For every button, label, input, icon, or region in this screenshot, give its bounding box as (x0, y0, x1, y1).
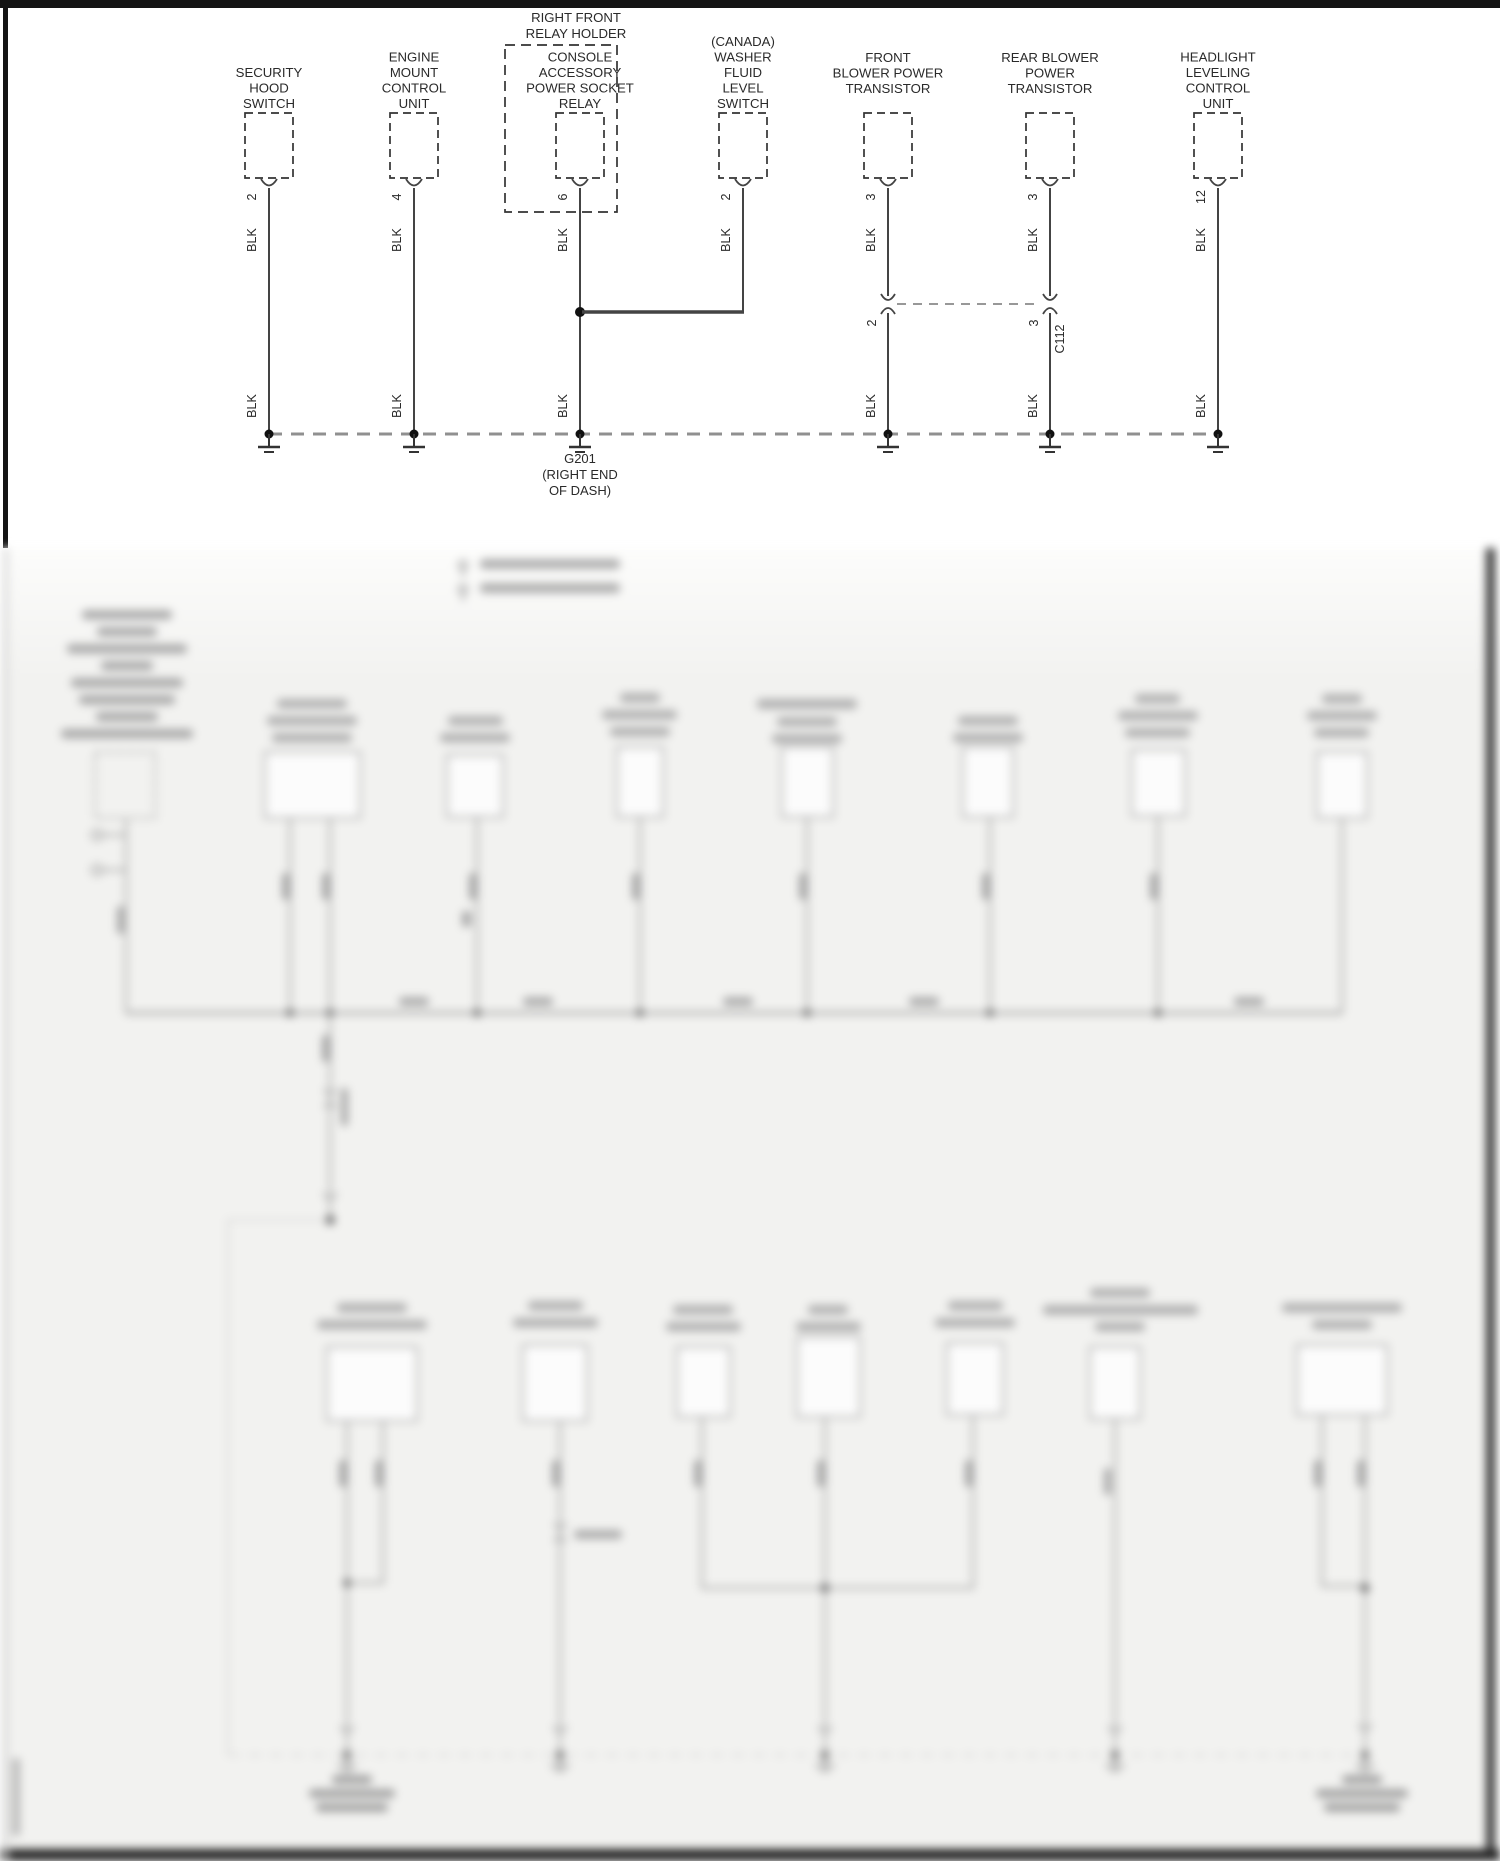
component-security-hood-switch (236, 65, 303, 434)
wire-color-label: BLK (556, 228, 570, 252)
pin-number: 6 (556, 193, 570, 201)
relay-holder-label: RELAY HOLDER (525, 26, 627, 41)
blurred-pin-circle (92, 830, 102, 840)
ground-location-label: (RIGHT END (542, 467, 618, 482)
connector-claw-icon (1210, 179, 1226, 186)
connector-claw-icon (406, 179, 422, 186)
inline-pin-number: 3 (1027, 319, 1041, 327)
blurred-bus-1 (126, 997, 1342, 1017)
component-label: UNIT (398, 96, 430, 111)
component-label: TRANSISTOR (1007, 81, 1093, 96)
component-label: (CANADA) (711, 34, 775, 49)
component-label: HOOD (249, 80, 289, 96)
component-box (864, 113, 912, 178)
connector-id-label: C112 (1053, 324, 1067, 354)
component-box (1194, 113, 1242, 178)
component-box (245, 113, 293, 178)
component-label: ENGINE (388, 49, 440, 65)
inline-pin-number: 2 (865, 319, 879, 327)
connector-claw-icon (735, 179, 751, 186)
blurred-wiring-diagram (0, 548, 1500, 1861)
component-label: POWER SOCKET (526, 80, 634, 96)
component-engine-mount-control-unit (382, 50, 446, 435)
component-label: POWER (1025, 65, 1075, 81)
pin-number: 3 (1026, 193, 1040, 201)
component-box (556, 113, 604, 178)
component-label: REAR BLOWER (1001, 50, 1099, 65)
component-label: FLUID (723, 65, 763, 80)
component-box (390, 113, 438, 178)
page-right-border (1486, 548, 1495, 1861)
component-label: CONTROL (381, 80, 447, 96)
pin-number: 12 (1194, 190, 1208, 204)
component-label: WASHER (714, 49, 772, 65)
component-label: ACCESSORY (538, 65, 622, 80)
component-label: SWITCH (242, 96, 296, 111)
ground-distribution-diagram (0, 0, 1500, 548)
blurred-pin-circle (92, 865, 102, 875)
component-label: BLOWER POWER (832, 65, 944, 81)
component-front-blower-power-transistor (833, 50, 944, 434)
component-label: TRANSISTOR (845, 81, 931, 96)
blurred-copyright-text (12, 1758, 20, 1836)
wire-color-label: BLK (1194, 394, 1208, 418)
component-box (1026, 113, 1074, 178)
page-bottom-border (0, 1849, 1500, 1861)
wire-color-label: BLK (1026, 394, 1040, 418)
component-label: SECURITY (235, 65, 303, 80)
blurred-row2-wires (339, 1415, 1372, 1755)
connector-claw-icon (880, 179, 896, 186)
wire-color-label: BLK (1194, 228, 1208, 252)
page-left-border (3, 0, 8, 548)
page-left-border (4, 548, 8, 1861)
component-label: LEVELING (1185, 65, 1251, 80)
wire-color-label: BLK (245, 394, 259, 418)
blurred-component-box (95, 752, 155, 818)
connector-claw-icon (261, 179, 277, 186)
wire-color-label: BLK (556, 394, 570, 418)
wire-color-label: BLK (1026, 228, 1040, 252)
blurred-row1-wires (282, 816, 1342, 1013)
component-label: CONSOLE (547, 49, 613, 65)
wire-color-label: BLK (864, 394, 878, 418)
page-top-border (0, 0, 1500, 8)
blurred-row1-components (265, 693, 1377, 818)
blurred-ground-bus (228, 1751, 1408, 1813)
wire-color-label: BLK (719, 228, 733, 252)
pin-number: 4 (390, 193, 404, 201)
blurred-diagram-section (0, 548, 1500, 1861)
wire-color-label: BLK (390, 394, 404, 418)
blurred-legend (459, 559, 620, 601)
component-rear-blower-power-transistor (1001, 50, 1098, 434)
blurred-row2-components (317, 1288, 1402, 1421)
wire-color-label: BLK (864, 228, 878, 252)
pin-number: 2 (245, 193, 259, 201)
connector-claw-icon (572, 179, 588, 186)
component-label: CONTROL (1185, 80, 1251, 96)
blurred-text-block (61, 610, 193, 739)
relay-holder-label: RIGHT FRONT (531, 10, 621, 25)
ground-location-label: OF DASH) (548, 483, 612, 498)
wire-color-label: BLK (390, 228, 404, 252)
connector-claw-icon (1042, 179, 1058, 186)
component-label: MOUNT (389, 65, 439, 80)
component-label: RELAY (558, 96, 602, 111)
blurred-ground-labels (309, 1775, 1408, 1812)
component-console-accessory-power-socket-relay (505, 10, 634, 434)
wire-color-label: BLK (245, 228, 259, 252)
ground-id-label: G201 (564, 451, 596, 466)
component-label: SWITCH (716, 96, 770, 111)
component-label: LEVEL (722, 80, 764, 96)
pin-number: 3 (864, 193, 878, 201)
component-label: HEADLIGHT (1180, 49, 1256, 65)
component-label: FRONT (865, 50, 911, 65)
component-box (719, 113, 767, 178)
pin-number: 2 (719, 193, 733, 201)
ground-bus-g201 (258, 430, 1229, 499)
component-headlight-leveling-control-unit (1180, 50, 1255, 435)
component-label: UNIT (1202, 96, 1234, 111)
